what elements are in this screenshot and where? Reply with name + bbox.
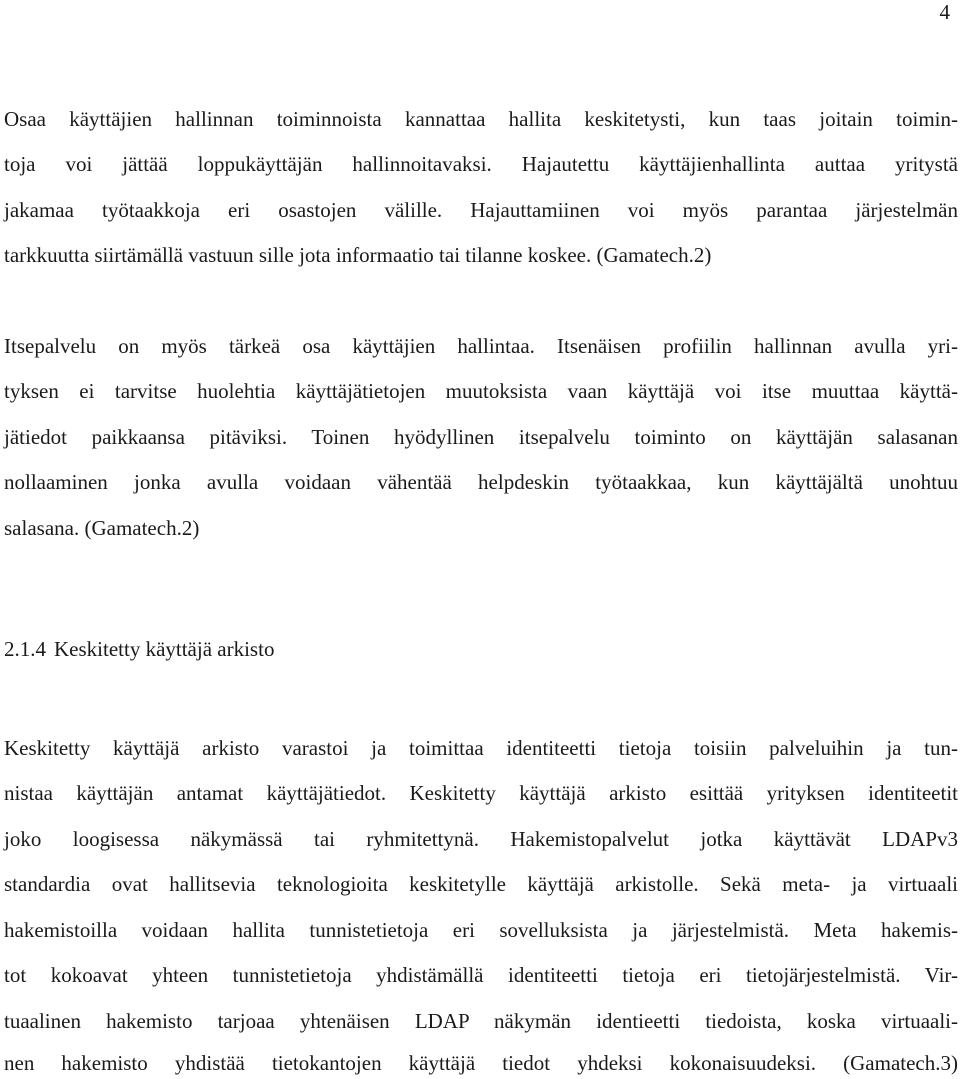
text-line: Itsepalvelu on myös tärkeä osa käyttäjien hallintaa. Itsenäisen profiilin hallinnan avulla yri-	[4, 334, 958, 358]
text-line: nistaa käyttäjän antamat käyttäjätiedot. Keskitetty käyttäjä arkisto esittää yrityksen identiteetit	[4, 781, 958, 805]
text-line: salasana. (Gamatech.2)	[4, 516, 200, 540]
text-line: toja voi jättää loppukäyttäjän hallinnoitavaksi. Hajautettu käyttäjienhallinta auttaa yritystä	[4, 152, 958, 176]
section-heading	[4, 636, 274, 662]
text-line: Keskitetty käyttäjä arkisto varastoi ja toimittaa identiteetti tietoja toisiin palveluihin ja tun-	[4, 736, 958, 760]
text-line: Osaa käyttäjien hallinnan toiminnoista kannattaa hallita keskitetysti, kun taas joitain toimin-	[4, 107, 958, 131]
text-line: tarkkuutta siirtämällä vastuun sille jota informaatio tai tilanne koskee. (Gamatech.2)	[4, 243, 712, 267]
text-line: tot kokoavat yhteen tunnistetietoja yhdistämällä identiteetti tietoja eri tietojärjestelmistä. Vir-	[4, 963, 958, 987]
section-title: Keskitetty käyttäjä arkisto	[54, 637, 275, 661]
text-line: nen hakemisto yhdistää tietokantojen käyttäjä tiedot yhdeksi kokonaisuudeksi. (Gamatech.3)	[4, 1051, 958, 1075]
text-line: hakemistoilla voidaan hallita tunnistetietoja eri sovelluksista ja järjestelmistä. Meta hakemis-	[4, 918, 958, 942]
text-line: tyksen ei tarvitse huolehtia käyttäjätietojen muutoksista vaan käyttäjä voi itse muuttaa käyttä-	[4, 379, 958, 403]
text-line: standardia ovat hallitsevia teknologioita keskitetylle käyttäjä arkistolle. Sekä meta- ja virtuaali	[4, 872, 958, 896]
text-line: jakamaa työtaakkoja eri osastojen välille. Hajauttamiinen voi myös parantaa järjestelmän	[4, 198, 958, 222]
section-number: 2.1.4	[4, 637, 46, 661]
text-line: tuaalinen hakemisto tarjoaa yhtenäisen LDAP näkymän identieetti tiedoista, koska virtuaali-	[4, 1009, 958, 1033]
text-line: nollaaminen jonka avulla voidaan vähentää helpdeskin työtaakkaa, kun käyttäjältä unohtuu	[4, 470, 958, 494]
page-number: 4	[939, 0, 950, 24]
text-line: joko loogisessa näkymässä tai ryhmitettynä. Hakemistopalvelut jotka käyttävät LDAPv3	[4, 827, 958, 851]
text-line: jätiedot paikkaansa pitäviksi. Toinen hyödyllinen itsepalvelu toiminto on käyttäjän salasanan	[4, 425, 958, 449]
